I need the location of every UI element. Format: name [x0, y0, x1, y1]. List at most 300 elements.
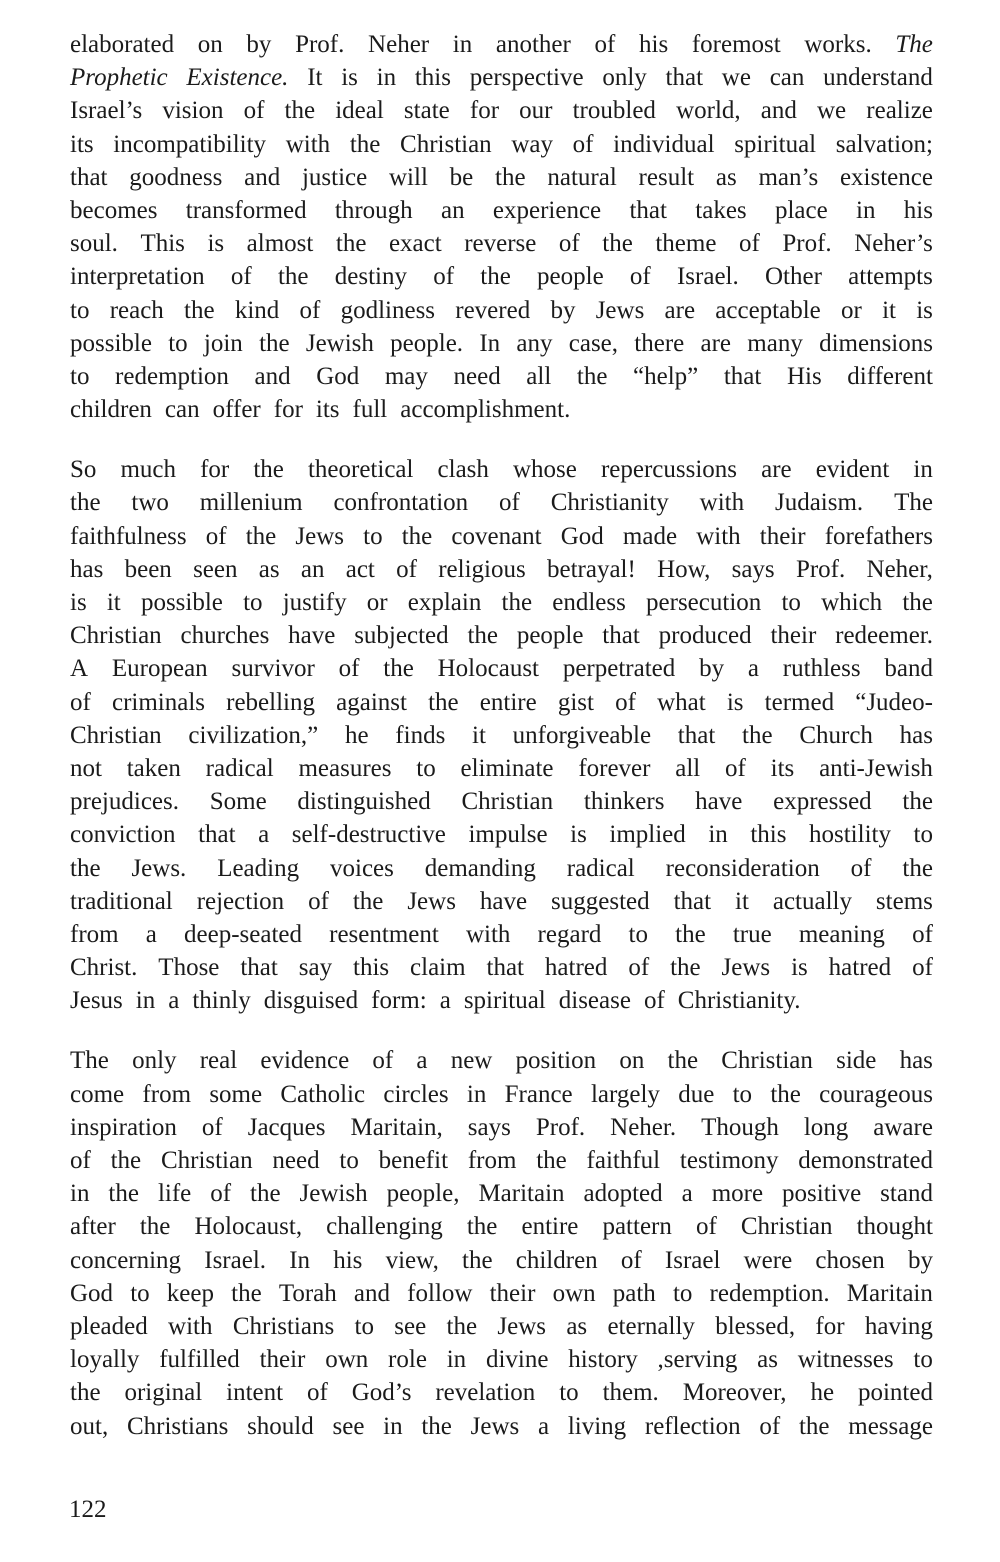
word: as — [757, 1346, 778, 1374]
word: Christian — [160, 1147, 253, 1174]
word: dimensions — [819, 329, 933, 357]
word: possible — [70, 329, 152, 357]
word: The — [895, 31, 933, 58]
word: world, — [676, 97, 741, 125]
word: religious — [438, 555, 526, 583]
word: unforgiveable — [512, 721, 652, 749]
paragraph — [70, 28, 933, 426]
word: the — [501, 589, 533, 616]
word: Some — [209, 788, 267, 816]
text-line — [70, 752, 933, 785]
word: band — [884, 655, 933, 683]
word: message — [848, 1412, 933, 1440]
word: another — [495, 31, 571, 58]
word: Prophetic — [70, 64, 168, 92]
word: justify — [282, 589, 347, 616]
word: the — [284, 97, 316, 125]
word: Catholic — [280, 1080, 366, 1108]
word: two — [131, 489, 169, 517]
word: of — [230, 263, 252, 291]
word: revered — [455, 296, 531, 324]
word: as — [258, 555, 280, 583]
word: Holocaust, — [194, 1213, 303, 1241]
word: betrayal! — [546, 555, 636, 583]
word: for — [273, 396, 303, 424]
word: which — [821, 589, 883, 616]
word: that — [673, 887, 712, 915]
word: its — [770, 754, 795, 782]
word: to — [243, 589, 263, 616]
word: Though — [701, 1113, 779, 1141]
word: of — [615, 688, 636, 716]
word: “help” — [633, 362, 699, 390]
word: the — [70, 1379, 101, 1407]
word: its — [315, 396, 340, 424]
word: were — [743, 1246, 793, 1274]
word: courageous — [819, 1080, 933, 1108]
word: almost — [246, 230, 314, 258]
word: a — [747, 655, 759, 683]
text-line — [70, 686, 933, 719]
word: the — [245, 522, 277, 550]
word: Christian — [400, 130, 492, 158]
word: of — [306, 1379, 328, 1407]
word: view, — [385, 1246, 439, 1274]
word: the — [742, 721, 773, 749]
word: attempts — [848, 263, 933, 291]
word: Jews — [295, 522, 344, 550]
word: is — [341, 64, 358, 92]
text-line — [70, 652, 933, 685]
word: we — [721, 64, 751, 92]
word: the — [250, 1180, 281, 1208]
word: gist — [557, 688, 594, 716]
word: resentment — [329, 920, 439, 948]
word: them. — [602, 1379, 659, 1407]
word: Church — [799, 721, 873, 749]
word: we — [817, 97, 847, 125]
word: of — [643, 987, 665, 1015]
word: forever — [578, 754, 651, 782]
word: need — [272, 1147, 320, 1174]
paragraph-gap — [70, 426, 933, 453]
word: stems — [875, 887, 933, 915]
word: full — [352, 396, 388, 424]
word: in — [708, 821, 728, 849]
text-line — [70, 818, 933, 851]
word: has — [70, 555, 104, 583]
word: challenging — [326, 1213, 443, 1241]
word: to — [732, 1080, 753, 1108]
word: their — [259, 1346, 306, 1374]
word: theoretical — [307, 456, 414, 484]
word: transformed — [185, 196, 307, 224]
word: the — [466, 1213, 498, 1241]
word: real — [199, 1047, 238, 1075]
word: divine — [485, 1346, 549, 1374]
word: radical — [205, 754, 274, 782]
word: may — [384, 362, 428, 390]
word: eliminate — [460, 754, 554, 782]
word: circles — [383, 1080, 449, 1108]
word: an — [440, 196, 465, 224]
word: the — [902, 589, 933, 616]
text-line — [70, 1078, 933, 1111]
word: loyally — [70, 1346, 140, 1374]
word: has — [899, 1047, 933, 1075]
word: adopted — [583, 1180, 663, 1208]
word: is — [207, 230, 225, 258]
text-line — [70, 1343, 933, 1376]
word: Prof. — [782, 230, 832, 258]
word: implied — [609, 821, 686, 849]
word: Other — [765, 263, 822, 291]
word: from — [70, 920, 119, 948]
word: his — [333, 1246, 363, 1274]
word: Jews — [497, 1312, 546, 1340]
word: the — [184, 296, 215, 324]
word: Neher. — [610, 1113, 677, 1141]
word: a — [681, 1180, 693, 1208]
word: termed — [764, 688, 835, 716]
word: by — [550, 296, 576, 324]
word: any — [516, 329, 553, 357]
word: civilization,” — [188, 721, 319, 749]
word: to — [416, 754, 436, 782]
text-line — [70, 1111, 933, 1144]
word: much — [120, 456, 177, 484]
word: entire — [521, 1213, 579, 1241]
word: the — [110, 1147, 142, 1174]
word: eternally — [607, 1312, 695, 1340]
text-line — [70, 984, 933, 1017]
word: in — [135, 987, 156, 1015]
word: this — [414, 64, 451, 92]
word: the — [902, 854, 933, 882]
word: in — [446, 1346, 467, 1374]
word: churches — [180, 622, 270, 650]
word: redemption. — [709, 1279, 830, 1307]
word: Jews — [595, 296, 645, 324]
word: having — [864, 1312, 933, 1340]
word: different — [847, 362, 933, 390]
word: not — [70, 754, 102, 782]
text-line — [70, 520, 933, 553]
word: entire — [479, 688, 537, 716]
word: position — [515, 1047, 597, 1075]
text-line — [70, 619, 933, 652]
word: it — [106, 589, 121, 616]
word: a — [537, 1412, 550, 1440]
word: is — [570, 821, 587, 849]
word: traditional — [70, 887, 173, 915]
word: Christ. — [70, 954, 138, 982]
word: finds — [395, 721, 446, 749]
word: made — [622, 522, 678, 550]
paragraph-gap — [70, 1017, 933, 1044]
word: the — [446, 1312, 478, 1340]
word: the — [349, 130, 381, 158]
word: anti-Jewish — [819, 754, 933, 782]
word: Maritain — [846, 1279, 933, 1307]
word: endless — [552, 589, 626, 616]
word: all — [526, 362, 552, 390]
word: European — [111, 655, 208, 683]
word: Christians — [232, 1312, 335, 1340]
word: the — [462, 1246, 493, 1274]
word: of — [738, 230, 760, 258]
word: pleaded — [70, 1312, 148, 1340]
word: foremost — [691, 31, 781, 58]
text-line — [70, 1177, 933, 1210]
word: the — [428, 688, 459, 716]
word: largely — [590, 1080, 660, 1108]
word: faithfulness — [70, 522, 187, 550]
word: concerning — [70, 1246, 182, 1274]
word: is — [726, 688, 744, 716]
word: Neher, — [866, 555, 933, 583]
word: In — [289, 1246, 311, 1274]
word: their — [759, 522, 806, 550]
word: realize — [866, 97, 933, 125]
text-line — [70, 486, 933, 519]
word: Judaism. — [774, 489, 864, 517]
word: children — [70, 396, 152, 424]
word: of — [243, 97, 265, 125]
word: due — [678, 1080, 715, 1108]
text-line — [70, 1277, 933, 1310]
word: their — [770, 622, 817, 650]
word: justice — [301, 163, 368, 191]
word: Jews — [470, 1412, 520, 1440]
text-line — [70, 1310, 933, 1343]
text-line — [70, 194, 933, 227]
word: Neher’s — [854, 230, 933, 258]
word: measures — [298, 754, 392, 782]
word: self-destructive — [291, 821, 446, 849]
word: Christianity — [550, 489, 669, 517]
word: of — [338, 655, 360, 683]
word: rejection — [196, 887, 285, 915]
word: the — [352, 887, 384, 915]
word: thinkers — [583, 788, 665, 816]
word: meaning — [798, 920, 885, 948]
word: it — [735, 887, 749, 915]
text-line — [70, 852, 933, 885]
word: come — [70, 1080, 125, 1108]
word: with — [465, 920, 511, 948]
word: his — [639, 31, 669, 58]
word: seen — [193, 555, 238, 583]
word: of — [205, 522, 227, 550]
word: the — [576, 362, 608, 390]
word: Christians — [126, 1412, 229, 1440]
word: hatred — [828, 954, 892, 982]
word: result — [638, 163, 695, 191]
word: for — [469, 97, 500, 125]
text-line — [70, 1210, 933, 1243]
word: there — [634, 329, 685, 357]
word: existence — [839, 163, 933, 191]
word: evidence — [260, 1047, 350, 1075]
word: of — [695, 1213, 717, 1241]
word: A — [70, 655, 89, 683]
word: Christian — [70, 622, 162, 650]
word: acceptable — [715, 296, 821, 324]
word: impulse — [468, 821, 548, 849]
word: “Judeo- — [855, 688, 933, 716]
word: Torah — [278, 1279, 337, 1307]
word: that — [677, 721, 716, 749]
word: have — [288, 622, 336, 650]
word: is — [791, 954, 808, 982]
word: kind — [234, 296, 280, 324]
page-number: 122 — [69, 1496, 107, 1523]
word: of — [299, 296, 321, 324]
text-line — [70, 260, 933, 293]
word: to — [70, 362, 90, 390]
word: Christian — [721, 1047, 813, 1075]
word: on — [619, 1047, 645, 1075]
word: to — [354, 1312, 374, 1340]
word: the — [770, 1080, 801, 1108]
word: long — [803, 1113, 849, 1141]
word: criminals — [111, 688, 205, 716]
word: Israel. — [204, 1246, 267, 1274]
word: covenant — [451, 522, 542, 550]
word: their — [489, 1279, 536, 1307]
word: exact — [388, 230, 442, 258]
word: fulfilled — [159, 1346, 240, 1374]
word: explain — [407, 589, 482, 616]
word: Jesus — [70, 987, 123, 1015]
word: people. — [390, 329, 464, 357]
word: the — [467, 622, 498, 650]
word: and — [254, 362, 291, 390]
word: with — [699, 489, 745, 517]
word: the — [383, 655, 414, 683]
word: Moreover, — [682, 1379, 787, 1407]
text-line — [70, 227, 933, 260]
word: evident — [815, 456, 890, 484]
word: in — [452, 31, 473, 58]
word: Maritain — [478, 1180, 565, 1208]
word: its — [70, 130, 94, 158]
text-line — [70, 453, 933, 486]
word: becomes — [70, 196, 158, 224]
word: survivor — [231, 655, 315, 683]
word: millenium — [199, 489, 303, 517]
word: life — [157, 1180, 192, 1208]
word: This — [140, 230, 185, 258]
word: join — [203, 329, 243, 357]
word: side — [836, 1047, 877, 1075]
word: the — [335, 230, 367, 258]
word: Prof. — [795, 555, 846, 583]
word: new — [450, 1047, 493, 1075]
word: works. — [804, 31, 872, 58]
word: have — [479, 887, 528, 915]
word: of — [70, 688, 91, 716]
word: elaborated — [70, 31, 175, 58]
text-line — [70, 128, 933, 161]
text-line — [70, 553, 933, 586]
word: troubled — [572, 97, 656, 125]
word: been — [124, 555, 172, 583]
word: people, — [386, 1180, 460, 1208]
word: of — [433, 263, 455, 291]
word: as — [715, 163, 737, 191]
word: disguised — [263, 987, 359, 1015]
word: a — [416, 1047, 428, 1075]
word: thinly — [192, 987, 251, 1015]
word: How, — [657, 555, 711, 583]
word: state — [403, 97, 450, 125]
word: the — [798, 1412, 830, 1440]
word: perspective — [469, 64, 584, 92]
word: suggested — [551, 887, 650, 915]
word: perpetrated — [562, 655, 676, 683]
word: own — [325, 1346, 369, 1374]
word: of — [629, 263, 651, 291]
word: the — [259, 329, 290, 357]
text-line — [70, 28, 933, 61]
word: through — [334, 196, 413, 224]
word: to — [628, 920, 648, 948]
word: hatred — [544, 954, 608, 982]
word: The — [894, 489, 933, 517]
word: of — [201, 1113, 223, 1141]
word: whose — [513, 456, 577, 484]
word: are — [664, 296, 696, 324]
word: incompatibility — [113, 130, 267, 158]
word: are — [761, 456, 792, 484]
word: pointed — [857, 1379, 933, 1407]
word: Jews. — [131, 854, 187, 882]
word: voices — [330, 854, 394, 882]
word: man’s — [758, 163, 819, 191]
word: natural — [547, 163, 617, 191]
word: of — [628, 954, 650, 982]
word: be — [449, 163, 474, 191]
word: Christian — [461, 788, 554, 816]
word: of — [725, 754, 746, 782]
word: the — [675, 920, 706, 948]
word: of — [558, 230, 580, 258]
word: Israel. — [676, 263, 739, 291]
word: a — [168, 987, 180, 1015]
word: have — [695, 788, 743, 816]
text-line — [70, 94, 933, 127]
word: of — [499, 489, 520, 517]
word: people — [537, 263, 604, 291]
word: the — [602, 230, 633, 258]
word: the — [253, 456, 284, 484]
word: His — [786, 362, 822, 390]
word: that — [665, 64, 704, 92]
word: Neher — [368, 31, 430, 58]
word: of — [620, 1246, 642, 1274]
word: more — [711, 1180, 764, 1208]
word: subjected — [354, 622, 449, 650]
word: is — [916, 296, 933, 324]
word: Christianity. — [677, 987, 801, 1015]
text-line — [70, 327, 933, 360]
word: of — [850, 854, 872, 882]
word: chosen — [815, 1246, 885, 1274]
text-line — [70, 161, 933, 194]
word: positive — [782, 1180, 862, 1208]
